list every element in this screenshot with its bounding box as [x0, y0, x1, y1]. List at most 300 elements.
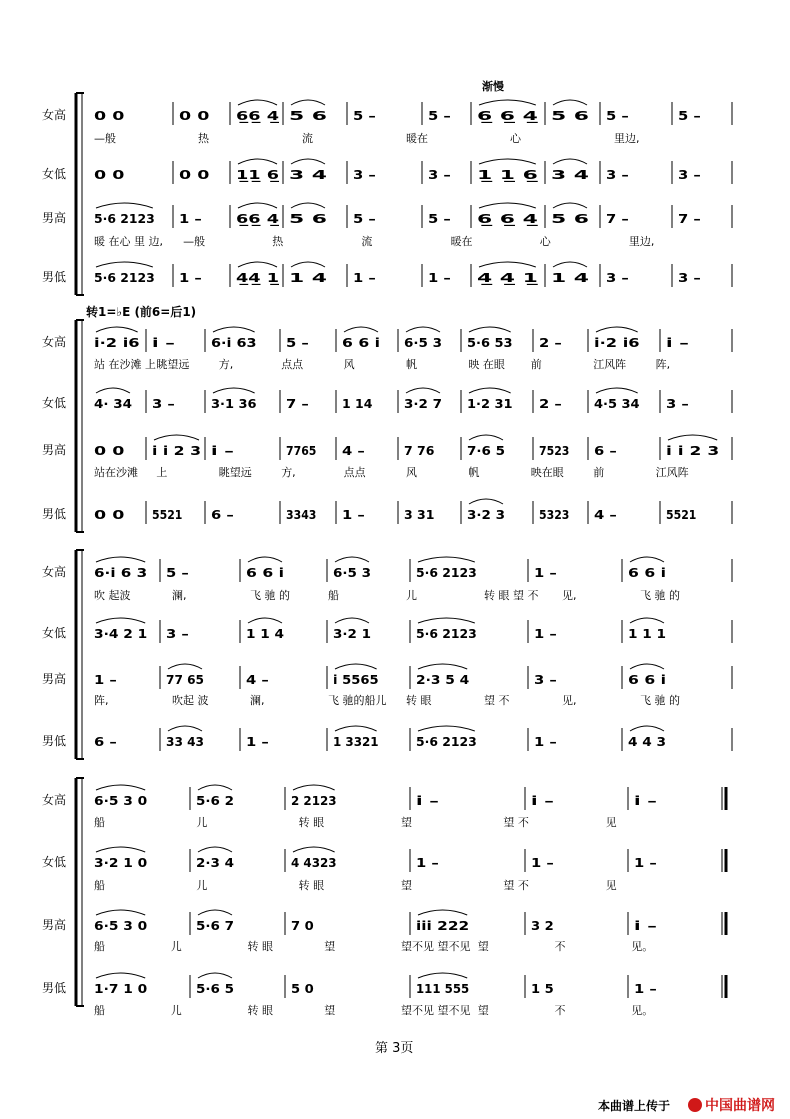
note-group: 5·6 7 [196, 919, 234, 933]
note-group: 6·i 6 3 [94, 566, 148, 580]
note-group: 1 4 [551, 271, 589, 285]
note-group: 7523 [539, 444, 570, 458]
note-group: 1 – [416, 856, 439, 870]
slur [469, 327, 511, 332]
lyric: 儿 [170, 1004, 182, 1017]
system-4 [42, 778, 726, 1017]
note-group: 4·5 34 [594, 397, 640, 411]
note-group: 7 0 [291, 919, 314, 933]
note-group: 6̲6̲ 4̲ [236, 109, 266, 123]
part-name: 女高 [41, 565, 67, 579]
lyric: 望 [477, 940, 489, 953]
note-group: 3 – [678, 168, 701, 182]
slur [553, 100, 587, 105]
note-group: 7765 [286, 444, 317, 458]
lyric: 船 [94, 1004, 105, 1017]
note-group: 3·2 1 [333, 627, 371, 641]
slur [291, 262, 325, 267]
note-group: 5 – [428, 212, 451, 226]
note-group: 5·6 2123 [94, 271, 155, 285]
slur [198, 785, 232, 790]
note-group: 1 – [353, 271, 376, 285]
note-group: 1 – [534, 627, 557, 641]
part-name: 男低 [41, 981, 67, 995]
note-group: 1 – [428, 271, 451, 285]
note-group: 1 14 [342, 397, 373, 411]
slur [96, 327, 138, 332]
lyric: 阵, [655, 358, 671, 371]
note-group: 5·6 2123 [94, 212, 155, 226]
lyric: 转 眼 [406, 694, 432, 707]
note-group: 6·5 3 [404, 336, 442, 350]
note-group: 33 43 [166, 735, 204, 749]
note-group: 5 6 [289, 109, 327, 123]
slur [96, 910, 145, 915]
note-group: 1 – [179, 212, 202, 226]
note-group: 1 – [634, 982, 657, 996]
lyric: 飞 驰的船儿 [328, 694, 387, 707]
slur [479, 262, 536, 267]
part-name: 女高 [41, 793, 67, 807]
note-group: i – [531, 794, 554, 808]
slur [238, 159, 277, 164]
lyric: 儿 [406, 589, 417, 602]
part-name: 男低 [41, 270, 67, 284]
lyric: 方, [218, 358, 234, 371]
lyric: 不 [554, 1004, 566, 1017]
note-group: 2·3 5 4 [416, 673, 470, 687]
note-group: 2 2123 [291, 794, 337, 808]
note-group: 2 – [539, 397, 562, 411]
part-row [42, 973, 726, 1017]
part-row [42, 664, 732, 707]
note-group: 4 – [246, 673, 269, 687]
lyric: 里边, [614, 132, 640, 145]
lyric: 儿 [196, 879, 208, 892]
note-group: i·2 i6 [594, 336, 640, 350]
slur [168, 664, 202, 669]
slur [198, 847, 232, 852]
slur [96, 973, 145, 978]
note-group: 1·7 1 0 [94, 982, 148, 996]
note-group: 6 6 i [246, 566, 284, 580]
lyric: 转 眼 [247, 1004, 273, 1017]
slur [418, 557, 475, 562]
part-name: 女高 [41, 108, 67, 122]
note-group: 1 – [634, 856, 657, 870]
slur [479, 203, 536, 208]
lyric: 澜, [250, 694, 265, 707]
slur [418, 618, 475, 623]
note-group: 7 – [606, 212, 629, 226]
lyric: 吹起 波 [172, 694, 209, 707]
slur [469, 435, 503, 440]
note-group: iii 222 [416, 919, 470, 933]
part-name: 男低 [41, 734, 67, 748]
note-group: 3·2 3 [467, 508, 505, 522]
lyric: 望 [324, 1004, 336, 1017]
slur [668, 435, 717, 440]
lyric: 儿 [170, 940, 182, 953]
lyric: 前 [530, 358, 542, 371]
note-group: 6·5 3 0 [94, 794, 148, 808]
note-group: 0 0 [179, 109, 210, 123]
slur [96, 847, 145, 852]
note-group: 5 6 [551, 212, 589, 226]
lyric: 热 [272, 235, 284, 248]
note-group: 1̲ 1̲ 6̲ [477, 168, 511, 182]
part-row [42, 388, 732, 413]
lyric: 帆 [406, 358, 417, 371]
part-name: 女高 [41, 335, 67, 349]
note-group: 1 3321 [333, 735, 379, 749]
lyric: 映在眼 [530, 466, 564, 479]
note-group: 7·6 5 [467, 444, 505, 458]
part-name: 女低 [41, 855, 67, 869]
slur [406, 388, 440, 393]
lyric: 望 [401, 816, 412, 829]
note-group: 5 – [286, 336, 309, 350]
note-group: 5·6 2 [196, 794, 234, 808]
note-group: 1 – [94, 673, 117, 687]
part-row [42, 262, 732, 287]
system-3 [42, 550, 732, 759]
slur [469, 388, 511, 393]
lyric: 心 [539, 235, 551, 248]
part-row [42, 726, 732, 751]
lyric: 转 眼 [298, 879, 325, 892]
lyric: 见, [562, 589, 577, 602]
note-group: 3 – [666, 397, 689, 411]
note-group: 5 6 [551, 109, 589, 123]
note-group: 5 – [166, 566, 189, 580]
note-group: 6̲ 6̲ 4̲ [477, 109, 511, 123]
note-group: 4̲4̲ 1̲ [236, 271, 266, 285]
part-row [42, 785, 726, 829]
note-group: 1 1 4 [246, 627, 284, 641]
lyric: 望 不 [484, 694, 510, 707]
note-group: 5·6 2123 [416, 566, 477, 580]
note-group: 0 0 [179, 168, 210, 182]
part-name: 男低 [41, 507, 67, 521]
note-group: 5521 [152, 508, 183, 522]
lyric: 心 [510, 132, 521, 145]
note-group: 1 – [534, 735, 557, 749]
lyric: 望 [477, 1004, 489, 1017]
note-group: i – [634, 919, 657, 933]
slur [238, 262, 277, 267]
slur [213, 388, 255, 393]
note-group: 3 4 [551, 168, 589, 182]
note-group: 1·2 31 [467, 397, 513, 411]
note-group: 1 – [534, 566, 557, 580]
note-group: i – [416, 794, 439, 808]
note-group: 3 – [606, 168, 629, 182]
note-group: 3 31 [404, 508, 435, 522]
slur [198, 973, 232, 978]
lyric: 船 [94, 816, 105, 829]
note-group: 1 5 [531, 982, 554, 996]
note-group: 7 – [286, 397, 309, 411]
lyric: 帆 [468, 466, 480, 479]
lyric: 上 [156, 466, 168, 479]
lyric: 站 在沙滩 上 [94, 358, 156, 371]
note-group: 7 – [678, 212, 701, 226]
part-row [42, 499, 732, 524]
slur [96, 262, 153, 267]
note-group: 4· 34 [94, 397, 132, 411]
note-group: i – [211, 444, 234, 458]
lyric: 眺望远 [218, 466, 252, 479]
lyric: 望 [401, 879, 412, 892]
slur [344, 327, 378, 332]
slur [406, 327, 440, 332]
lyric: 澜, [172, 589, 187, 602]
slur [238, 100, 277, 105]
slur [293, 847, 335, 852]
note-group: 1 – [179, 271, 202, 285]
lyric: 前 [593, 466, 605, 479]
note-group: i 5565 [333, 673, 379, 687]
part-name: 男高 [41, 443, 67, 457]
lyric: 暖在 [450, 235, 473, 248]
note-group: 3 – [678, 271, 701, 285]
slur [291, 203, 325, 208]
lyric: 点点 [343, 466, 366, 479]
note-group: 6·5 3 0 [94, 919, 148, 933]
part-name: 男高 [41, 672, 67, 686]
note-group: 0 0 [94, 109, 125, 123]
lyric: 江风阵 [655, 466, 689, 479]
lyric: 江风阵 [593, 358, 627, 371]
slur [291, 159, 325, 164]
slur [248, 557, 282, 562]
slur [335, 726, 377, 731]
lyric: 飞 驰 的 [640, 589, 680, 602]
note-group: i·2 i6 [94, 336, 140, 350]
slur [630, 726, 664, 731]
note-group: 5 – [428, 109, 451, 123]
slur [418, 726, 475, 731]
note-group: 1 – [246, 735, 269, 749]
lyric: 转 眼 望 不 [484, 589, 539, 602]
lyric: 转 眼 [298, 816, 325, 829]
note-group: 3 – [606, 271, 629, 285]
upload-notice: 本曲谱上传于 [598, 1099, 671, 1113]
part-row [42, 847, 726, 892]
part-name: 男高 [41, 918, 67, 932]
lyric: 吹 起波 [94, 589, 131, 602]
lyric: 望 不 [503, 816, 529, 829]
slur [96, 618, 145, 623]
note-group: 3 – [534, 673, 557, 687]
lyric: 暖在 [406, 132, 428, 145]
slur [630, 618, 664, 623]
note-group: i – [152, 336, 175, 350]
note-group: 3 – [353, 168, 376, 182]
note-group: 0 0 [94, 168, 125, 182]
slur [418, 664, 467, 669]
slur [198, 910, 232, 915]
slur [96, 388, 130, 393]
slur [213, 327, 255, 332]
lyric: 船 [94, 940, 105, 953]
lyric: 不 [554, 940, 566, 953]
note-group: 0 0 [94, 508, 125, 522]
note-group: 5 – [606, 109, 629, 123]
note-group: 6 6 i [628, 673, 666, 687]
lyric: 转 眼 [247, 940, 273, 953]
note-group: 77 65 [166, 673, 204, 687]
score-systems [42, 79, 732, 1017]
part-name: 男高 [41, 211, 67, 225]
lyric: 船 [328, 589, 339, 602]
slur [553, 262, 587, 267]
part-row [42, 203, 732, 248]
key-change-label: 转1=♭E (前6=后1) [86, 305, 197, 319]
note-group: 5·6 2123 [416, 627, 477, 641]
note-group: 3·2 7 [404, 397, 442, 411]
part-name: 女低 [41, 167, 67, 181]
note-group: 1 4 [289, 271, 327, 285]
note-group: 1 – [342, 508, 365, 522]
note-group: 4 4 3 [628, 735, 666, 749]
slur [168, 726, 202, 731]
lyric: 里边, [628, 235, 655, 248]
lyric: 方, [281, 466, 296, 479]
slur [335, 557, 369, 562]
lyric: 映 在眼 [468, 358, 505, 371]
note-group: 5 6 [289, 212, 327, 226]
lyric: 望不见 望不见 [401, 940, 471, 953]
note-group: 6 – [211, 508, 234, 522]
note-group: 2 – [539, 336, 562, 350]
note-group: 3343 [286, 508, 317, 522]
slur [469, 499, 503, 504]
lyric: 见。 [631, 940, 654, 953]
lyric: 见, [562, 694, 577, 707]
note-group: 7 76 [404, 444, 435, 458]
note-group: 2·3 4 [196, 856, 234, 870]
note-group: 1̲1̲ 6̲ [236, 168, 266, 182]
note-group: 3 4 [289, 168, 327, 182]
slur [630, 664, 664, 669]
slur [238, 203, 277, 208]
note-group: 3·1 36 [211, 397, 257, 411]
note-group: 6·5 3 [333, 566, 371, 580]
lyric: —般 [94, 132, 116, 145]
note-group: 5 0 [291, 982, 314, 996]
logo-mark-icon [688, 1098, 702, 1112]
lyric: 点点 [281, 358, 304, 371]
note-group: 3 2 [531, 919, 554, 933]
note-group: 6 6 i [628, 566, 666, 580]
lyric: 风 [343, 358, 355, 371]
lyric: 望 不 [503, 879, 529, 892]
note-group: 0 0 [94, 444, 125, 458]
lyric: 流 [361, 235, 373, 248]
part-row [42, 435, 732, 479]
lyric: 站在沙滩 [94, 466, 138, 479]
lyric: —般 [183, 235, 206, 248]
lyric: 眺望远 [156, 358, 190, 371]
note-group: i i 2 3 [152, 444, 201, 458]
note-group: 3 – [428, 168, 451, 182]
slur [418, 973, 467, 978]
slur [248, 618, 282, 623]
slur [335, 618, 369, 623]
site-logo: 中国曲谱网 [688, 1095, 775, 1115]
note-group: 4 – [594, 508, 617, 522]
slur [596, 388, 638, 393]
note-group: 6·i 63 [211, 336, 257, 350]
lyric: 飞 驰 的 [640, 694, 680, 707]
slur [335, 664, 377, 669]
slur [418, 910, 467, 915]
part-row [42, 618, 732, 643]
note-group: 6̲6̲ 4̲ [236, 212, 266, 226]
slur [479, 159, 536, 164]
slur [154, 435, 199, 440]
note-group: i – [634, 794, 657, 808]
note-group: 5·6 53 [467, 336, 513, 350]
lyric: 儿 [196, 816, 208, 829]
system-1 [42, 93, 732, 295]
note-group: i – [666, 336, 689, 350]
note-group: 5·6 2123 [416, 735, 477, 749]
note-group: 1 – [531, 856, 554, 870]
slur [96, 785, 145, 790]
slur [96, 557, 145, 562]
lyric: 热 [198, 132, 209, 145]
note-group: 6 – [94, 735, 117, 749]
note-group: 1 1 1 [628, 627, 666, 641]
lyric: 见 [605, 879, 617, 892]
lyric: 望 [324, 940, 336, 953]
note-group: 4 4323 [291, 856, 337, 870]
note-group: 5521 [666, 508, 697, 522]
note-group: 5323 [539, 508, 570, 522]
lyric: 风 [406, 466, 417, 479]
note-group: i i 2 3 [666, 444, 720, 458]
system-2 [42, 320, 732, 532]
note-group: 4̲ 4̲ 1̲ [477, 271, 511, 285]
note-group: 6 6 i [342, 336, 380, 350]
note-group: 3 – [166, 627, 189, 641]
note-group: 3·4 2 1 [94, 627, 148, 641]
lyric: 船 [94, 879, 105, 892]
part-name: 女低 [41, 626, 67, 640]
note-group: 5 – [678, 109, 701, 123]
note-group: 3 – [152, 397, 175, 411]
note-group: 3·2 1 0 [94, 856, 148, 870]
lyric: 飞 驰 的 [250, 589, 290, 602]
tempo-marking: 渐慢 [482, 80, 504, 93]
note-group: 5 – [353, 109, 376, 123]
part-row [42, 327, 732, 371]
lyric: 阵, [94, 694, 109, 707]
note-group: 6̲ 6̲ 4̲ [477, 212, 511, 226]
slur [479, 100, 536, 105]
lyric: 见 [605, 816, 617, 829]
slur [96, 203, 153, 208]
part-row [42, 557, 732, 602]
part-row [42, 910, 726, 953]
slur [630, 557, 664, 562]
lyric: 流 [302, 132, 313, 145]
part-row [42, 100, 732, 145]
note-group: 5 – [353, 212, 376, 226]
